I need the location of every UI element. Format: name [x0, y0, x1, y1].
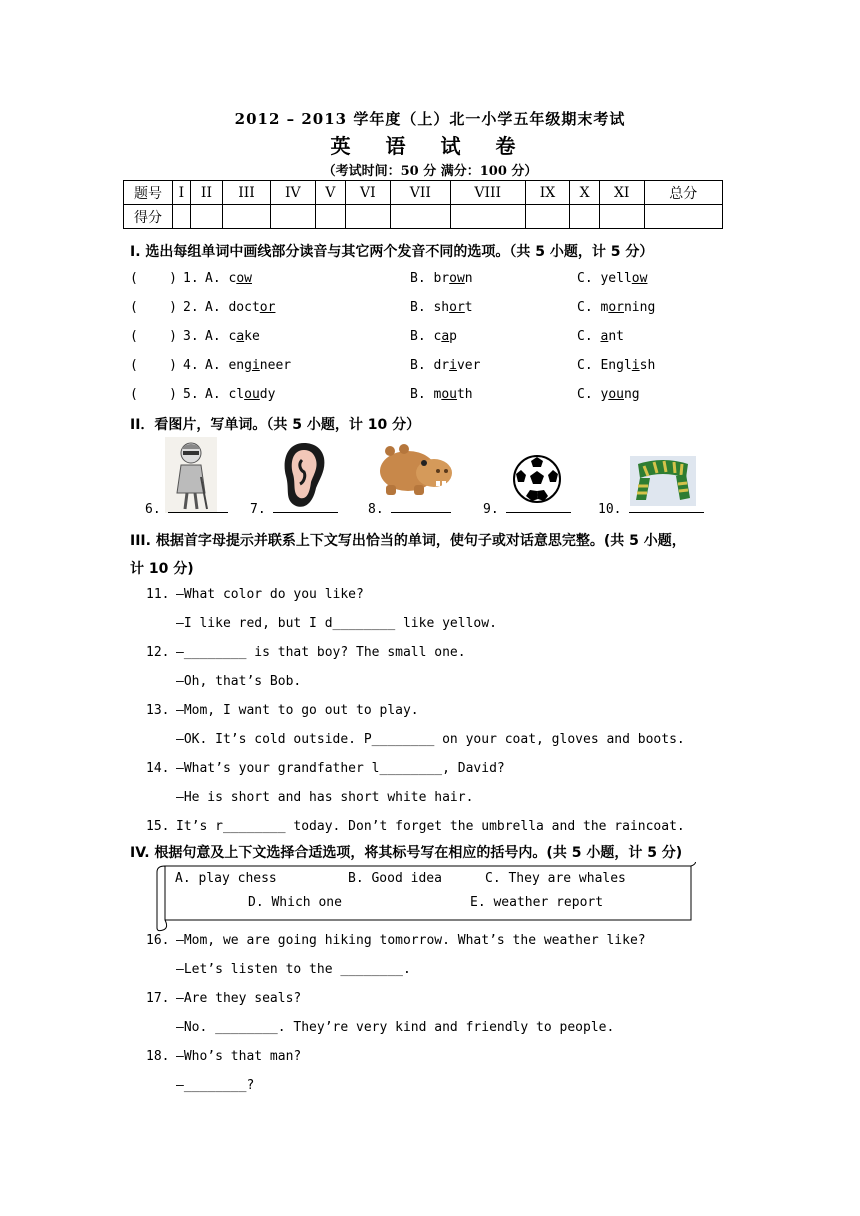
choice-b: B. driver	[410, 358, 481, 373]
question-text: —He is short and has short white hair.	[176, 790, 474, 805]
question-number: 5.	[183, 387, 199, 402]
score-table-label-question: 题号	[124, 181, 173, 205]
section2-title: II．看图片，写单词。（共 5 小题，计 10 分）	[130, 417, 421, 433]
choice-b: B. mouth	[410, 387, 473, 402]
question-text: —I like red, but I d________ like yellow.	[176, 616, 497, 631]
score-cell[interactable]	[190, 205, 223, 229]
exam-time-score: （考试时间：50 分 满分：100 分）	[322, 164, 538, 179]
option-a: A. play chess	[175, 871, 277, 886]
picture-answer-blank[interactable]	[145, 500, 228, 517]
question-number: 4.	[183, 358, 199, 373]
picture-question-number: 9.	[483, 502, 499, 517]
question-text: It’s r________ today. Don’t forget the umbrella and the raincoat.	[176, 819, 685, 834]
choice-a: A. cake	[205, 329, 260, 344]
score-table	[123, 180, 723, 229]
score-table-col-7: VII	[390, 181, 450, 205]
score-table-col-5: V	[315, 181, 345, 205]
score-table-col-8: VIII	[450, 181, 525, 205]
picture-question-number: 7.	[250, 502, 266, 517]
options-scroll-box	[155, 862, 697, 922]
picture-question-number: 6.	[145, 502, 161, 517]
score-table-col-2: II	[190, 181, 223, 205]
answer-bracket[interactable]: ( )	[130, 271, 177, 286]
score-table-total: 总分	[644, 181, 722, 205]
question-text: —No. ________. They’re very kind and friendly to people.	[176, 1020, 615, 1035]
answer-bracket[interactable]: ( )	[130, 329, 177, 344]
choice-c: C. ant	[577, 329, 624, 344]
section4-title: IV. 根据句意及上下文选择合适选项，将其标号写在相应的括号内。(共 5 小题，计 5 分)	[130, 845, 683, 861]
score-cell[interactable]	[570, 205, 600, 229]
answer-bracket[interactable]: ( )	[130, 358, 177, 373]
answer-bracket[interactable]: ( )	[130, 300, 177, 315]
score-cell[interactable]	[270, 205, 315, 229]
picture-question-number: 10.	[598, 502, 622, 517]
question-number: 13.	[146, 703, 170, 718]
option-d: D. Which one	[248, 895, 342, 910]
question-text: —Who’s that man?	[176, 1049, 302, 1064]
question-number: 14.	[146, 761, 170, 776]
choice-c: C. English	[577, 358, 656, 373]
choice-b: B. short	[410, 300, 473, 315]
picture-answer-blank[interactable]	[250, 500, 338, 517]
score-cell[interactable]	[173, 205, 191, 229]
picture-answer-blank[interactable]	[483, 500, 571, 517]
score-cell[interactable]	[315, 205, 345, 229]
question-number: 11.	[146, 587, 170, 602]
choice-a: A. engineer	[205, 358, 292, 373]
picture-answer-blank[interactable]	[368, 500, 451, 517]
question-text: —Let’s listen to the ________.	[176, 962, 411, 977]
score-table-col-6: VI	[345, 181, 390, 205]
score-cell[interactable]	[345, 205, 390, 229]
choice-c: C. young	[577, 387, 640, 402]
question-number: 3.	[183, 329, 199, 344]
picture-answer-blank[interactable]	[598, 500, 704, 517]
exam-school-title: 2012 – 2013 学年度（上）北一小学五年级期末考试	[234, 110, 626, 128]
question-text: —________ is that boy? The small one.	[176, 645, 466, 660]
hippo-icon	[378, 441, 454, 501]
score-table-header-row	[124, 181, 723, 205]
question-text: —Oh, that’s Bob.	[176, 674, 302, 689]
choice-b: B. cap	[410, 329, 457, 344]
question-number: 12.	[146, 645, 170, 660]
score-table-label-score: 得分	[124, 205, 173, 229]
option-b: B. Good idea	[348, 871, 442, 886]
score-table-col-9: IX	[525, 181, 570, 205]
question-text: —What color do you like?	[176, 587, 364, 602]
question-text: —Mom, we are going hiking tomorrow. What’s the weather like?	[176, 933, 646, 948]
question-number: 1.	[183, 271, 199, 286]
choice-a: A. cow	[205, 271, 252, 286]
question-number: 18.	[146, 1049, 170, 1064]
score-cell[interactable]	[599, 205, 644, 229]
score-table-score-row	[124, 205, 723, 229]
score-cell[interactable]	[223, 205, 271, 229]
score-cell[interactable]	[450, 205, 525, 229]
score-cell[interactable]	[525, 205, 570, 229]
question-text: —What’s your grandfather l________, David?	[176, 761, 505, 776]
answer-bracket[interactable]: ( )	[130, 387, 177, 402]
score-table-col-11: XI	[599, 181, 644, 205]
score-table-col-3: III	[223, 181, 271, 205]
question-text: —Mom, I want to go out to play.	[176, 703, 419, 718]
score-cell[interactable]	[390, 205, 450, 229]
question-text: —OK. It’s cold outside. P________ on your coat, gloves and boots.	[176, 732, 685, 747]
score-cell[interactable]	[644, 205, 722, 229]
question-number: 15.	[146, 819, 170, 834]
question-text: —________?	[176, 1078, 255, 1093]
score-table-col-4: IV	[270, 181, 315, 205]
section3-title-line2: 计 10 分)	[130, 561, 194, 577]
option-c: C. They are whales	[485, 871, 626, 886]
choice-a: A. cloudy	[205, 387, 276, 402]
question-number: 2.	[183, 300, 199, 315]
question-number: 16.	[146, 933, 170, 948]
choice-c: C. yellow	[577, 271, 648, 286]
exam-subject-title: 英 语 试 卷	[330, 134, 530, 158]
picture-question-number: 8.	[368, 502, 384, 517]
question-number: 17.	[146, 991, 170, 1006]
score-table-col-10: X	[570, 181, 600, 205]
section3-title-line1: III. 根据首字母提示并联系上下文写出恰当的单词，使句子或对话意思完整。(共 5 小题，	[130, 533, 686, 549]
question-text: —Are they seals?	[176, 991, 302, 1006]
choice-a: A. doctor	[205, 300, 276, 315]
choice-b: B. brown	[410, 271, 473, 286]
score-table-col-1: I	[173, 181, 191, 205]
option-e: E. weather report	[470, 895, 604, 910]
choice-c: C. morning	[577, 300, 656, 315]
section1-title: I. 选出每组单词中画线部分读音与其它两个发音不同的选项。（共 5 小题，计 5 分）	[130, 244, 654, 260]
